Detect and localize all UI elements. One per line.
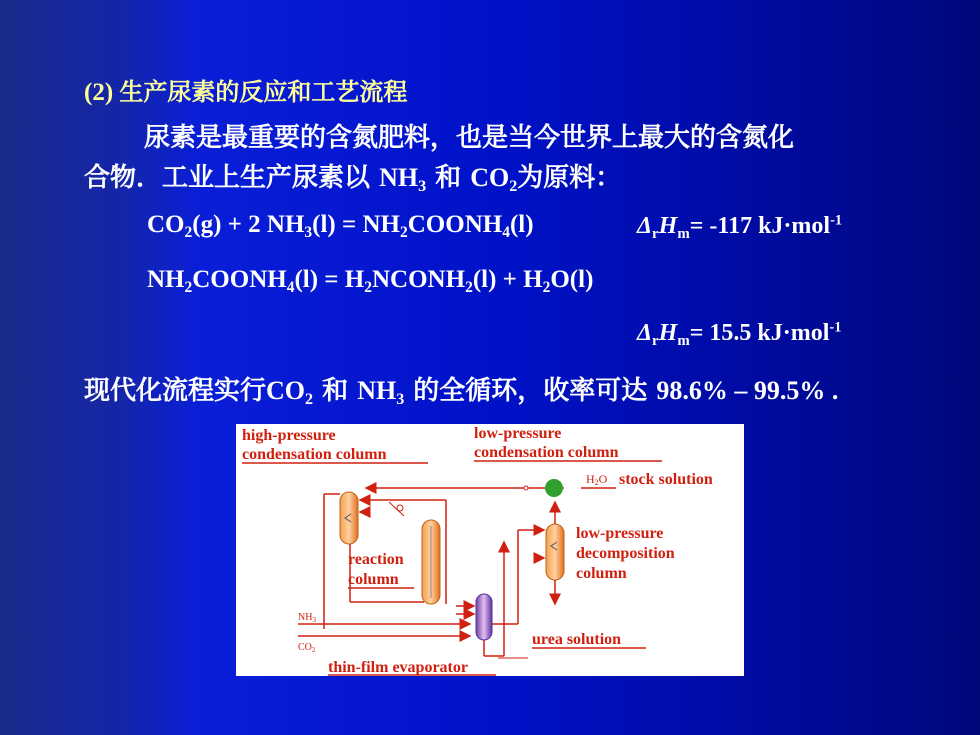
reaction-label-1: reaction	[348, 551, 404, 568]
para-co2: $CO_2$	[470, 163, 518, 196]
hp-cond-label-2: condensation column	[242, 446, 387, 463]
evaporator-label: thin-film evaporator	[328, 659, 468, 676]
para-nh3: $NH_3$	[379, 163, 427, 196]
para-and: 和	[426, 163, 471, 193]
heading-number: (2)	[84, 79, 114, 106]
stock-solution-label: stock solution	[619, 471, 713, 488]
para-line1: 尿素是最重要的含氮肥料，也是当今世界上最大的含氮化	[144, 123, 795, 153]
lp-decomp-label-1: low-pressure	[576, 525, 664, 542]
enthalpy-1: $\Delta_rH_m= -117$ kJ·mol$^{-1}$	[637, 212, 843, 242]
equation-1: $CO_2(g) + 2$ $NH_3(l)$ = $NH_2COONH_4(l)$	[147, 211, 534, 241]
para-raw-material: 为原料：	[517, 163, 622, 193]
co2-feed-label: $CO_2$	[298, 642, 316, 654]
lp-decomposition-vessel	[546, 524, 564, 580]
process-flow-diagram	[236, 424, 744, 676]
lp-decomp-label-2: decomposition	[576, 545, 675, 562]
h2o-label: H2O	[586, 472, 608, 487]
urea-solution-label: urea solution	[532, 631, 622, 648]
lp-cond-label-2: condensation column	[474, 444, 619, 461]
intro-paragraph	[84, 118, 914, 198]
hp-cond-label-1: high-pressure	[242, 427, 336, 444]
heading-title: 生产尿素的反应和工艺流程	[119, 78, 408, 106]
lp-cond-label-1: low-pressure	[474, 425, 562, 442]
enthalpy-2: $\Delta_rH_m= 15.5$ kJ·mol$^{-1}$	[637, 319, 842, 349]
equation-2: $NH_2COONH_4(l)$ = $H_2NCONH_2(l) + H_2O(l)$	[147, 266, 594, 296]
lp-condenser-vessel	[545, 479, 563, 497]
reaction-label-2: column	[348, 571, 399, 588]
para-line2-a: 合物．工业上生产尿素以	[84, 163, 380, 193]
nh3-feed-label: $NH_3$	[298, 612, 316, 624]
section-heading	[84, 72, 407, 107]
summary-line: 现代化流程实行$CO_2$ 和 $NH_3$ 的全循环，收率可达 98.6% – 99.5% .	[84, 376, 839, 409]
lp-decomp-label-3: column	[576, 565, 627, 582]
hp-condenser-vessel	[340, 492, 358, 544]
evaporator-vessel	[476, 594, 492, 640]
